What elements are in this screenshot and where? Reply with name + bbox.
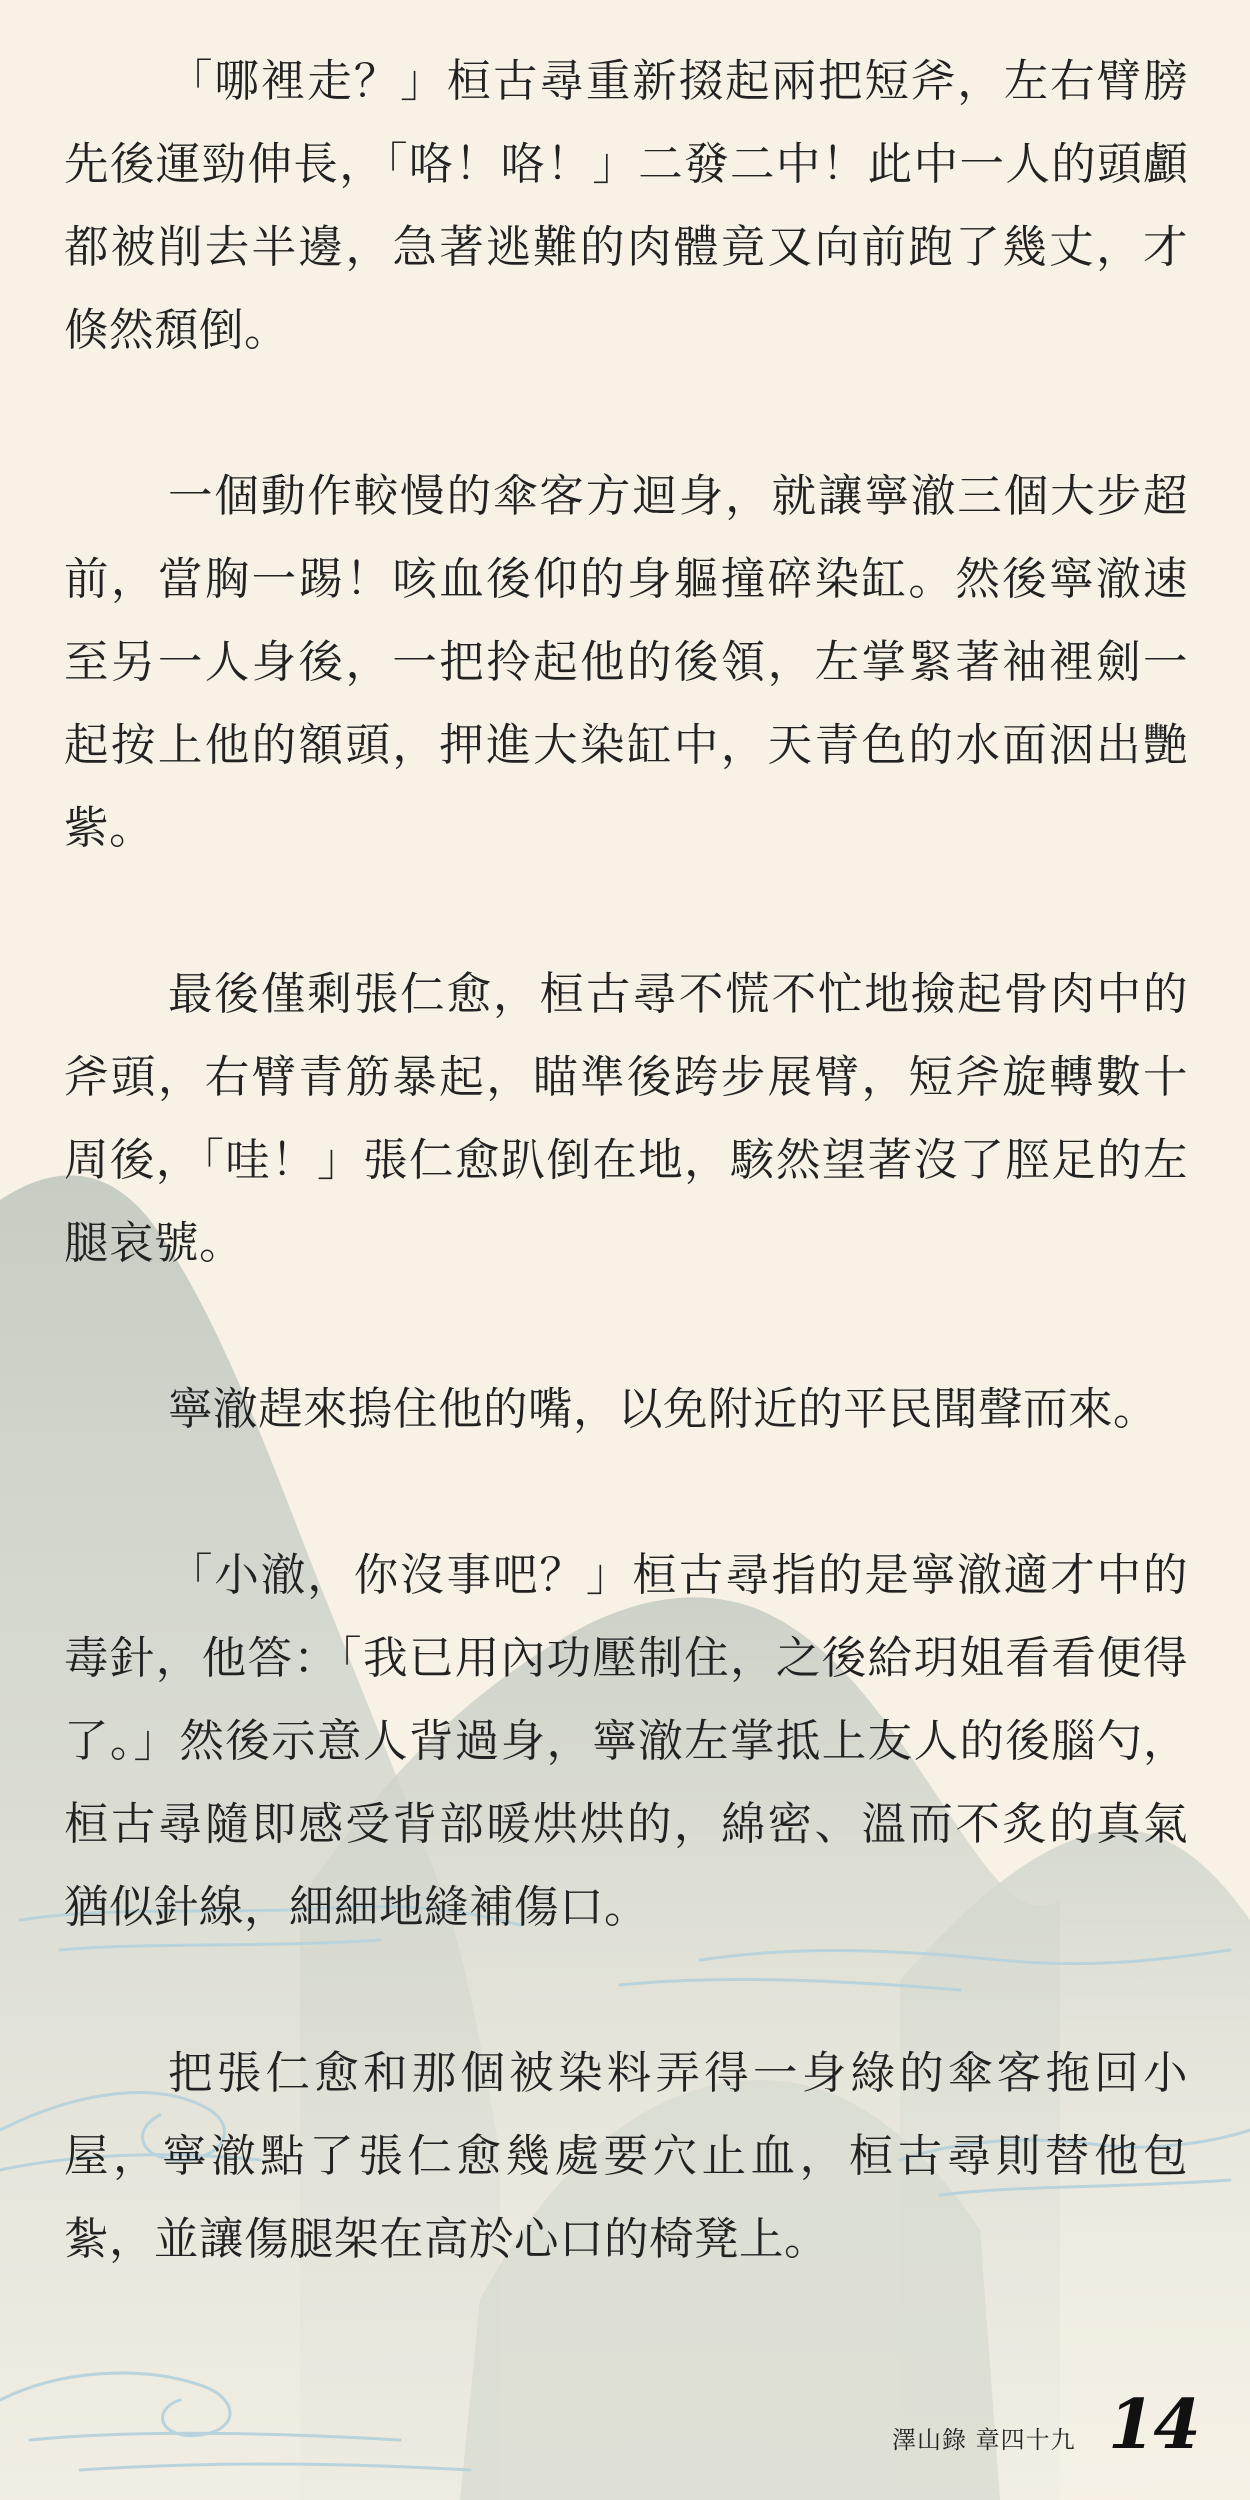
paragraph-2: 一個動作較慢的傘客方迴身，就讓寧澈三個大步超前，當胸一踢！咳血後仰的身軀撞碎染缸。然後寧澈速至另一人身後，一把拎起他的後領，左掌緊著袖裡劍一起按上他的額頭，押進大染缸中，天青色的水面洇出艷紫。 bbox=[64, 471, 1188, 854]
body-text bbox=[64, 40, 1188, 2364]
book-chapter-label: 澤山錄 章四十九 bbox=[892, 2426, 1076, 2454]
paragraph-5: 「小澈，你沒事吧？」桓古尋指的是寧澈適才中的毒針，他答：「我已用內功壓制住，之後給玥姐看看便得了。」然後示意人背過身，寧澈左掌抵上友人的後腦勺，桓古尋隨即感受背部暖烘烘的，綿密、溫而不炙的真氣猶似針線，細細地縫補傷口。 bbox=[64, 1550, 1188, 1933]
paragraph-4: 寧澈趕來摀住他的嘴，以免附近的平民聞聲而來。 bbox=[168, 1384, 1159, 1435]
paragraph-1: 「哪裡走？」桓古尋重新掇起兩把短斧，左右臂膀先後運勁伸長，「咯！咯！」二發二中！此中一人的頭顱都被削去半邊，急著逃難的肉體竟又向前跑了幾丈，才倏然頹倒。 bbox=[64, 56, 1188, 356]
paragraph-3: 最後僅剩張仁愈，桓古尋不慌不忙地撿起骨肉中的斧頭，右臂青筋暴起，瞄準後跨步展臂，短斧旋轉數十周後，「哇！」張仁愈趴倒在地，駭然望著沒了脛足的左腿哀號。 bbox=[64, 969, 1188, 1269]
paragraph-6: 把張仁愈和那個被染料弄得一身綠的傘客拖回小屋，寧澈點了張仁愈幾處要穴止血，桓古尋則替他包紮，並讓傷腿架在高於心口的椅凳上。 bbox=[64, 2048, 1188, 2265]
page-number: 14 bbox=[1108, 2385, 1199, 2465]
page-footer bbox=[0, 2385, 1250, 2485]
